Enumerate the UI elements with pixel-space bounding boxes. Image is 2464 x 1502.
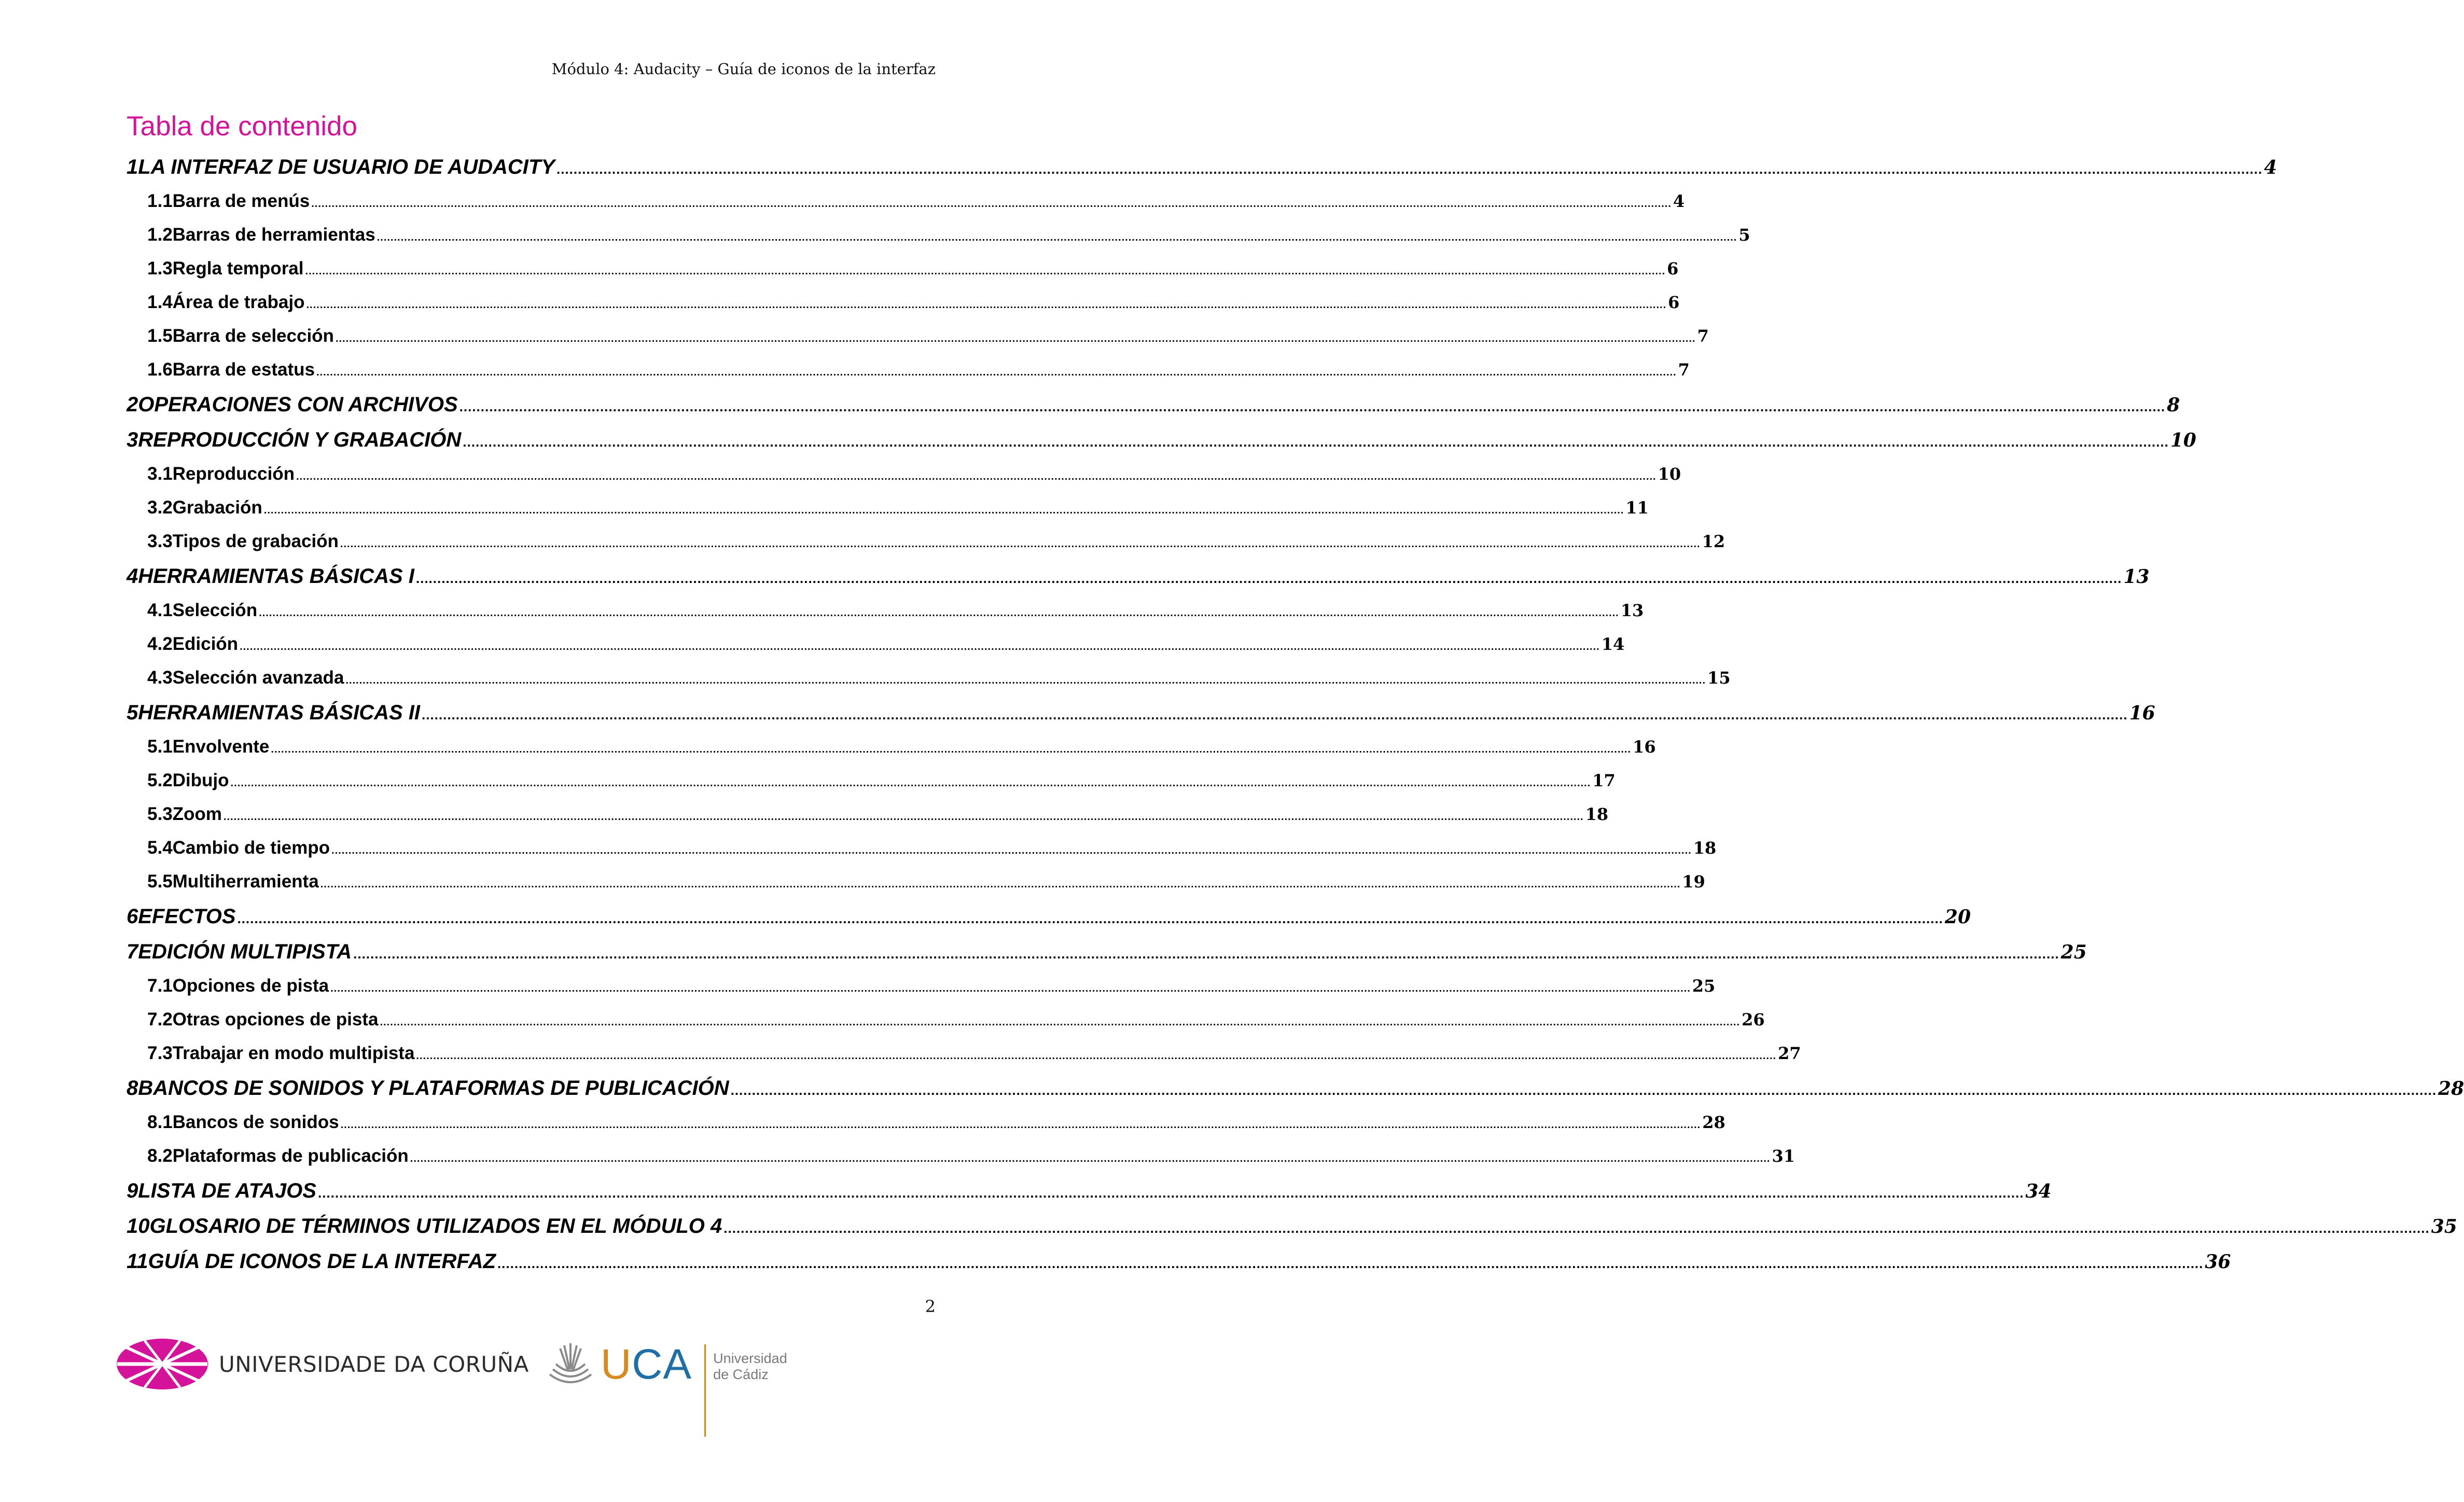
toc-chapter-entry[interactable] <box>127 565 2150 600</box>
uca-subtitle: Universidad de Cádiz <box>713 1351 787 1383</box>
toc-entry-number: 8.1 <box>147 1112 173 1132</box>
toc-entry-page: 26 <box>1742 1010 1765 1030</box>
toc-entry-title: Barra de menús <box>172 191 310 211</box>
toc-entry-title: LISTA DE ATAJOS <box>138 1179 316 1202</box>
toc-section-entry[interactable] <box>127 634 1625 667</box>
toc-section-entry[interactable] <box>127 1146 1795 1179</box>
toc-dot-leader: ................................................................................................................................................................................................................................................................................................................................................................................................................ <box>340 538 1701 550</box>
toc-dot-leader: ................................................................................................................................................................................................................................................................................................................................................................................................................ <box>380 1017 1741 1028</box>
toc-dot-leader: ................................................................................................................................................................................................................................................................................................................................................................................................................ <box>237 911 1943 926</box>
toc-entry-number: 6 <box>127 905 138 928</box>
toc-dot-leader: ................................................................................................................................................................................................................................................................................................................................................................................................................ <box>259 607 1619 619</box>
toc-dot-leader: ................................................................................................................................................................................................................................................................................................................................................................................................................ <box>230 777 1591 789</box>
toc-entry-title: Barras de herramientas <box>172 225 375 245</box>
toc-entry-page: 14 <box>1601 634 1625 654</box>
toc-entry-number: 1.4 <box>147 292 173 312</box>
toc-entry-page: 28 <box>2438 1078 2464 1100</box>
toc-dot-leader: ................................................................................................................................................................................................................................................................................................................................................................................................................ <box>340 1119 1701 1131</box>
toc-entry-title: Trabajar en modo multipista <box>172 1043 415 1063</box>
toc-entry-number: 4.2 <box>147 634 173 654</box>
toc-dot-leader: ................................................................................................................................................................................................................................................................................................................................................................................................................ <box>353 946 2059 962</box>
toc-dot-leader: ................................................................................................................................................................................................................................................................................................................................................................................................................ <box>463 434 2169 450</box>
toc-entry-page: 35 <box>2431 1216 2457 1237</box>
toc-entry-page: 8 <box>2167 394 2180 416</box>
toc-entry-page: 36 <box>2205 1251 2231 1273</box>
toc-dot-leader: ................................................................................................................................................................................................................................................................................................................................................................................................................ <box>416 1050 1777 1062</box>
toc-section-entry[interactable] <box>127 359 1690 393</box>
toc-section-entry[interactable] <box>127 258 1679 292</box>
toc-section-entry[interactable] <box>127 1009 1765 1043</box>
toc-entry-title: EDICIÓN MULTIPISTA <box>138 940 352 963</box>
toc-dot-leader: ................................................................................................................................................................................................................................................................................................................................................................................................................ <box>730 1082 2437 1098</box>
toc-dot-leader: ................................................................................................................................................................................................................................................................................................................................................................................................................ <box>311 198 1672 210</box>
toc-entry-title: Selección avanzada <box>172 667 344 688</box>
toc-entry-title: Tipos de grabación <box>172 531 339 551</box>
toc-dot-leader: ................................................................................................................................................................................................................................................................................................................................................................................................................ <box>240 641 1600 652</box>
toc-entry-page: 6 <box>1668 293 1680 312</box>
toc-dot-leader: ................................................................................................................................................................................................................................................................................................................................................................................................................ <box>421 707 2128 722</box>
toc-entry-page: 4 <box>2264 157 2277 178</box>
toc-entry-number: 5.2 <box>147 770 173 790</box>
toc-section-entry[interactable] <box>127 600 1644 634</box>
toc-chapter-entry[interactable] <box>127 393 2180 428</box>
toc-entry-number: 1 <box>127 156 138 178</box>
toc-entry-page: 25 <box>2061 941 2087 963</box>
toc-dot-leader: ................................................................................................................................................................................................................................................................................................................................................................................................................ <box>271 744 1632 755</box>
toc-entry-title: HERRAMIENTAS BÁSICAS II <box>138 701 420 724</box>
toc-dot-leader: ................................................................................................................................................................................................................................................................................................................................................................................................................ <box>317 1185 2024 1201</box>
page-header: Módulo 4: Audacity – Guía de iconos de la interfaz <box>551 60 936 78</box>
toc-dot-leader: ................................................................................................................................................................................................................................................................................................................................................................................................................ <box>459 399 2166 414</box>
toc-section-entry[interactable] <box>127 838 1717 871</box>
toc-entry-number: 1.2 <box>147 225 173 245</box>
toc-chapter-entry[interactable] <box>127 905 1971 940</box>
toc-entry-title: Zoom <box>172 804 222 824</box>
toc-entry-number: 1.5 <box>147 326 173 346</box>
toc-dot-leader: ................................................................................................................................................................................................................................................................................................................................................................................................................ <box>410 1153 1771 1164</box>
toc-entry-title: Reproducción <box>172 464 295 484</box>
toc-entry-title: Barra de selección <box>172 326 334 346</box>
toc-section-entry[interactable] <box>127 191 1685 225</box>
toc-entry-title: Envolvente <box>172 736 270 757</box>
toc-entry-number: 5.5 <box>147 871 173 892</box>
toc-entry-page: 25 <box>1692 976 1716 996</box>
toc-entry-title: BANCOS DE SONIDOS Y PLATAFORMAS DE PUBLICACIÓN <box>138 1077 729 1100</box>
toc-entry-title: Edición <box>172 634 239 654</box>
toc-entry-page: 6 <box>1667 259 1679 279</box>
toc-entry-page: 11 <box>1625 498 1649 518</box>
toc-entry-page: 17 <box>1592 771 1616 790</box>
toc-dot-leader: ................................................................................................................................................................................................................................................................................................................................................................................................................ <box>723 1220 2430 1236</box>
toc-entry-title: LA INTERFAZ DE USUARIO DE AUDACITY <box>138 156 555 178</box>
toc-dot-leader: ................................................................................................................................................................................................................................................................................................................................................................................................................ <box>497 1256 2204 1271</box>
toc-dot-leader: ................................................................................................................................................................................................................................................................................................................................................................................................................ <box>223 811 1584 823</box>
toc-entry-title: Regla temporal <box>172 258 304 279</box>
toc-section-entry[interactable] <box>127 464 1681 497</box>
toc-section-entry[interactable] <box>127 531 1725 565</box>
toc-entry-number: 3.1 <box>147 464 173 484</box>
toc-entry-page: 20 <box>1944 906 1971 928</box>
toc-entry-title: Plataformas de publicación <box>172 1146 409 1166</box>
toc-entry-number: 1.3 <box>147 258 173 279</box>
toc-entry-page: 19 <box>1682 872 1705 892</box>
toc-section-entry[interactable] <box>127 1043 1801 1077</box>
toc-entry-page: 12 <box>1702 532 1725 551</box>
toc-entry-title: EFECTOS <box>138 905 236 928</box>
toc-entry-page: 5 <box>1738 225 1750 245</box>
toc-dot-leader: ................................................................................................................................................................................................................................................................................................................................................................................................................ <box>556 161 2263 177</box>
toc-entry-number: 10 <box>127 1215 150 1237</box>
toc-entry-number: 5 <box>127 701 138 724</box>
toc-entry-page: 31 <box>1772 1146 1795 1166</box>
toc-entry-title: Barra de estatus <box>172 359 315 380</box>
toc-section-entry[interactable] <box>127 497 1649 531</box>
udc-emblem-icon <box>116 1338 208 1390</box>
toc-entry-title: Dibujo <box>172 770 229 790</box>
toc-entry-number: 7.1 <box>147 976 173 996</box>
toc-entry-number: 2 <box>127 393 138 416</box>
toc-entry-number: 5.3 <box>147 804 173 824</box>
toc-entry-page: 28 <box>1702 1112 1725 1132</box>
toc-entry-number: 3 <box>127 428 138 451</box>
toc-section-entry[interactable] <box>127 871 1705 905</box>
toc-entry-title: REPRODUCCIÓN Y GRABACIÓN <box>138 428 462 451</box>
toc-entry-page: 4 <box>1673 191 1685 211</box>
toc-entry-number: 8 <box>127 1077 138 1100</box>
udc-logo-text: UNIVERSIDADE DA CORUÑA <box>219 1351 529 1377</box>
toc-entry-page: 15 <box>1707 668 1731 688</box>
toc-entry-title: Multiherramienta <box>172 871 319 892</box>
toc-entry-number: 5.1 <box>147 736 173 757</box>
toc-entry-title: Cambio de tiempo <box>172 838 330 858</box>
toc-dot-leader: ................................................................................................................................................................................................................................................................................................................................................................................................................ <box>296 471 1656 482</box>
toc-dot-leader: ................................................................................................................................................................................................................................................................................................................................................................................................................ <box>330 983 1691 994</box>
page-number: 2 <box>925 1297 936 1316</box>
toc-entry-title: Bancos de sonidos <box>172 1112 339 1132</box>
toc-entry-page: 7 <box>1697 326 1709 346</box>
toc-entry-title: GUÍA DE ICONOS DE LA INTERFAZ <box>148 1250 496 1273</box>
toc-title: Tabla de contenido <box>127 111 357 142</box>
toc-section-entry[interactable] <box>127 667 1731 701</box>
toc-entry-number: 3.2 <box>147 497 173 518</box>
toc-entry-title: HERRAMIENTAS BÁSICAS I <box>138 565 414 588</box>
toc-dot-leader: ................................................................................................................................................................................................................................................................................................................................................................................................................ <box>335 333 1696 344</box>
toc-dot-leader: ................................................................................................................................................................................................................................................................................................................................................................................................................ <box>377 232 1737 243</box>
toc-dot-leader: ................................................................................................................................................................................................................................................................................................................................................................................................................ <box>320 879 1681 890</box>
toc-section-entry[interactable] <box>127 326 1709 359</box>
toc-entry-title: OPERACIONES CON ARCHIVOS <box>138 393 458 416</box>
toc-section-entry[interactable] <box>127 804 1609 838</box>
toc-entry-page: 27 <box>1778 1044 1801 1063</box>
uca-emblem-icon <box>545 1338 596 1393</box>
toc-chapter-entry[interactable] <box>127 1215 2457 1250</box>
toc-entry-number: 1.6 <box>147 359 173 380</box>
toc-entry-number: 8.2 <box>147 1146 173 1166</box>
toc-dot-leader: ................................................................................................................................................................................................................................................................................................................................................................................................................ <box>345 675 1706 686</box>
table-of-contents <box>127 156 2464 1285</box>
toc-entry-number: 11 <box>127 1250 148 1273</box>
toc-chapter-entry[interactable] <box>127 940 2087 976</box>
toc-chapter-entry[interactable] <box>127 1179 2052 1215</box>
toc-entry-number: 5.4 <box>147 838 173 858</box>
toc-section-entry[interactable] <box>127 292 1680 326</box>
toc-dot-leader: ................................................................................................................................................................................................................................................................................................................................................................................................................ <box>306 299 1667 311</box>
toc-entry-page: 18 <box>1693 838 1717 858</box>
toc-entry-number: 4 <box>127 565 138 588</box>
toc-entry-number: 7.3 <box>147 1043 173 1063</box>
toc-entry-title: Grabación <box>172 497 262 518</box>
uca-divider <box>704 1344 706 1437</box>
toc-entry-title: Área de trabajo <box>172 292 305 312</box>
toc-entry-number: 7.2 <box>147 1009 173 1030</box>
toc-dot-leader: ................................................................................................................................................................................................................................................................................................................................................................................................................ <box>305 266 1666 277</box>
toc-dot-leader: ................................................................................................................................................................................................................................................................................................................................................................................................................ <box>331 845 1692 856</box>
toc-section-entry[interactable] <box>127 225 1750 258</box>
toc-section-entry[interactable] <box>127 1112 1725 1146</box>
toc-entry-title: GLOSARIO DE TÉRMINOS UTILIZADOS EN EL MÓDULO 4 <box>149 1215 722 1237</box>
toc-entry-title: Opciones de pista <box>172 976 329 996</box>
toc-entry-page: 13 <box>2123 566 2150 588</box>
toc-chapter-entry[interactable] <box>127 1250 2231 1285</box>
toc-entry-title: Selección <box>172 600 258 620</box>
toc-entry-page: 16 <box>1633 737 1656 757</box>
toc-entry-page: 18 <box>1585 804 1609 824</box>
toc-entry-number: 3.3 <box>147 531 173 551</box>
toc-chapter-entry[interactable] <box>127 428 2196 464</box>
toc-entry-number: 1.1 <box>147 191 173 211</box>
toc-chapter-entry[interactable] <box>127 1077 2464 1112</box>
toc-entry-page: 10 <box>2170 429 2196 451</box>
toc-entry-page: 34 <box>2025 1180 2052 1202</box>
toc-entry-number: 7 <box>127 940 138 963</box>
toc-dot-leader: ................................................................................................................................................................................................................................................................................................................................................................................................................ <box>415 571 2122 586</box>
toc-entry-number: 9 <box>127 1179 138 1202</box>
uca-wordmark: UCA <box>601 1341 692 1388</box>
toc-entry-number: 4.1 <box>147 600 173 620</box>
udc-logo <box>116 1338 529 1390</box>
toc-entry-page: 13 <box>1620 601 1644 620</box>
toc-dot-leader: ................................................................................................................................................................................................................................................................................................................................................................................................................ <box>316 367 1677 378</box>
toc-entry-number: 4.3 <box>147 667 173 688</box>
toc-chapter-entry[interactable] <box>127 156 2277 191</box>
uca-logo <box>545 1338 787 1437</box>
toc-entry-page: 10 <box>1658 464 1681 484</box>
toc-chapter-entry[interactable] <box>127 701 2155 736</box>
toc-section-entry[interactable] <box>127 976 1716 1009</box>
toc-entry-page: 16 <box>2129 702 2155 724</box>
toc-entry-page: 7 <box>1678 360 1690 380</box>
toc-section-entry[interactable] <box>127 736 1656 770</box>
toc-dot-leader: ................................................................................................................................................................................................................................................................................................................................................................................................................ <box>263 505 1624 516</box>
toc-section-entry[interactable] <box>127 770 1616 804</box>
toc-entry-title: Otras opciones de pista <box>172 1009 379 1030</box>
